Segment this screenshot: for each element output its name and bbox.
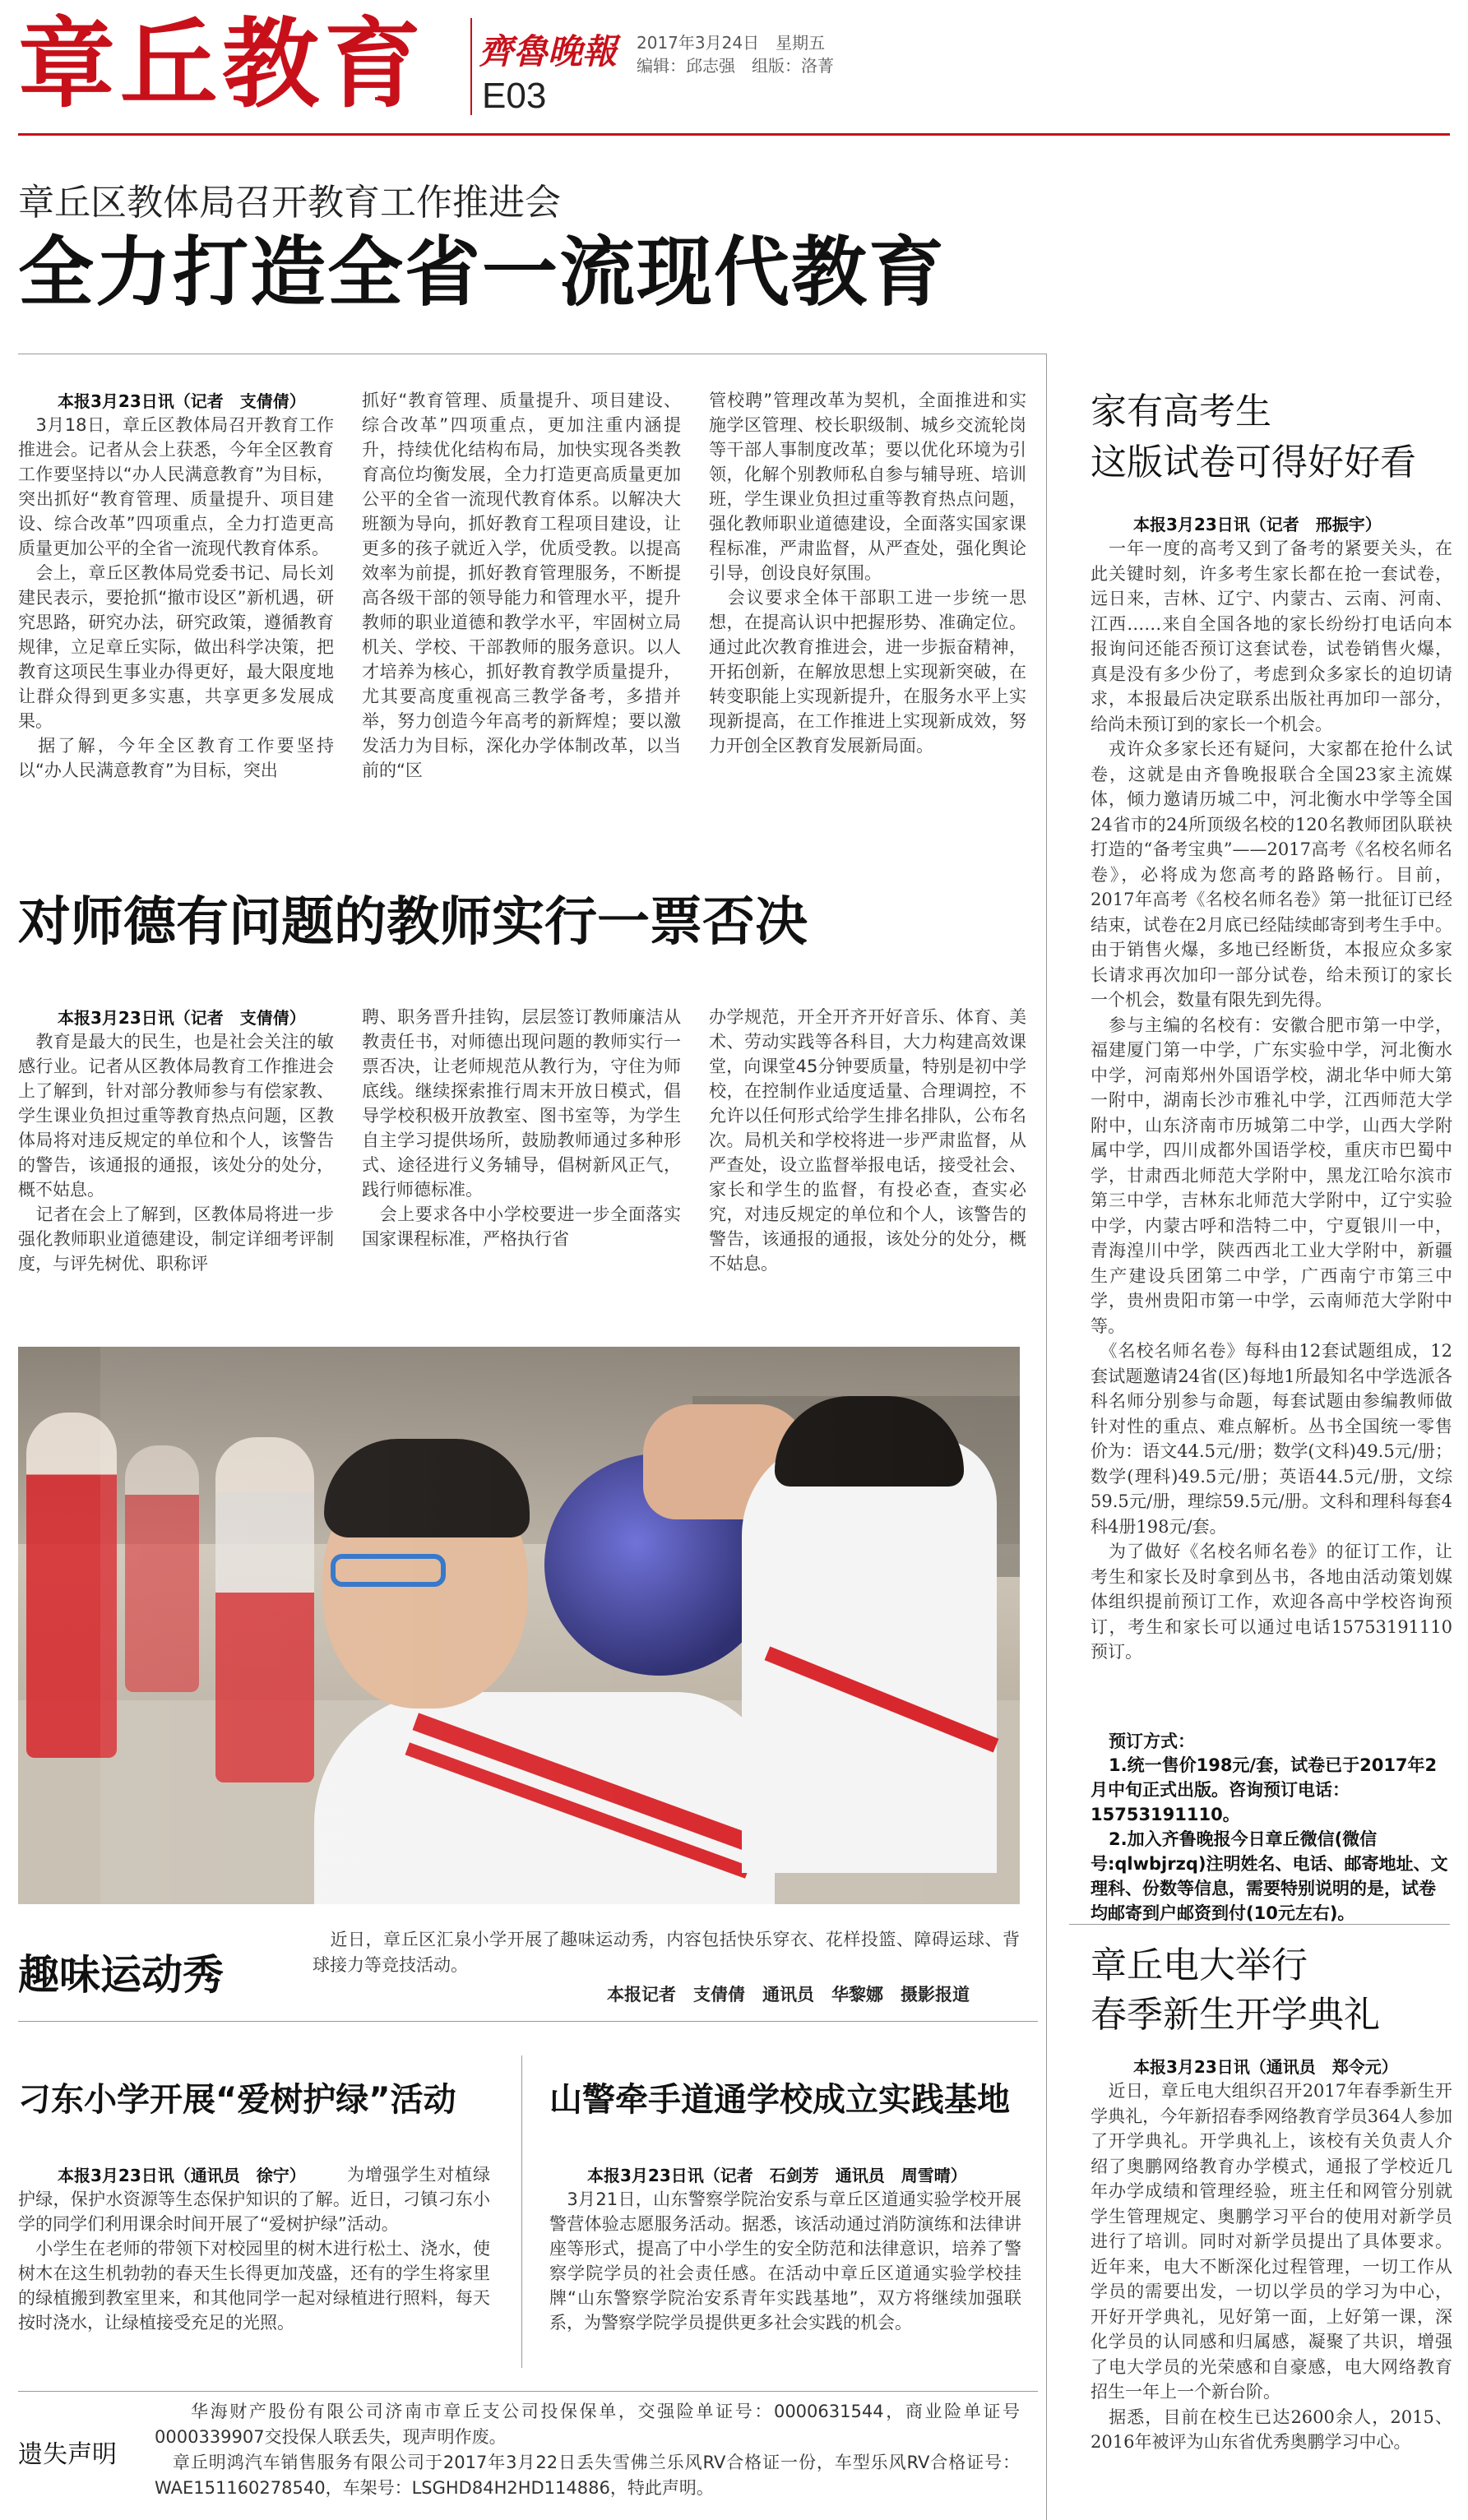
lead-kicker: 章丘区教体局召开教育工作推进会	[18, 182, 561, 224]
exam-headline-line2: 这版试卷可得好好看	[1091, 442, 1416, 483]
editors-line: 编辑：邱志强 组版：洛菁	[637, 56, 834, 76]
police-body: 3月21日，山东警察学院治安系与章丘区道通实验学校开展警营体验志愿服务活动。据悉，该活动通过消防演练和法律讲座等形式，提高了中小学生的安全防范和法律意识，培养了警察学院学员的社会责任感。在活动中章丘区道通实验学校挂牌“山东警察学院治安系青年实践基地”，双方将继续加强联系，为警察学院学员提供更多社会实践的机会。	[549, 2189, 1021, 2333]
lost-notice-text: 华海财产股份有限公司济南市章丘支公司投保保单，交强险单证号：0000631544，商业险单证号0000339907交投保人联丢失，现声明作废。 章丘明鸿汽车销售服务有限公司于2017年3月22日丢失雪佛兰乐风RV合格证一份，车型乐风RV合格证号：WAE151160278540，车架号：LSGHD84H2HD114886，特此声明。	[155, 2402, 1020, 2498]
photo-overlay	[100, 1347, 1020, 1904]
sports-credit: 本报记者 支倩倩 通讯员 华黎娜 摄影报道	[607, 1985, 970, 2004]
ethics-headline: 对师德有问题的教师实行一票否决	[18, 892, 808, 953]
tree-body: 为增强学生对植绿护绿，保护水资源等生态保护知识的了解。近日，刁镇刁东小学的同学们利用课余时间开展了“爱树护绿”活动。 小学生在老师的带领下对校园里的树木进行松土、浇水，使树木在这生机勃勃的春天生长得更加茂盛，还有的学生将家里的绿植搬到教室里来，和其他同学一起对绿植进行照料，每天按时浇水，让绿植接受充足的光照。	[18, 2165, 490, 2333]
masthead-title: 章丘教育	[18, 7, 427, 121]
story-divider	[521, 2055, 522, 2368]
tree-headline: 刁东小学开展“爱树护绿”活动	[18, 2081, 456, 2119]
lead-column-1: 3月18日，章丘区教体局召开教育工作推进会。记者从会上获悉，今年全区教育工作要坚持以“办人民满意教育”为目标，突出抓好“教育管理、质量提升、项目建设、综合改革”四项重点，全力打造更高质量更加公平的全省一流现代教育体系。 会上，章丘区教体局党委书记、局长刘建民表示，要抢抓“撤市设区”新机遇，研究思路，研究办法，研究政策，遵循教育规律，立足章丘实际，做出科学决策，把教育这项民生事业办得更好，最大限度地让群众得到更多实惠，共享更多发展成果。 据了解，今年全区教育工作要坚持以“办人民满意教育”为目标，突出	[18, 415, 334, 780]
ethics-column-3: 办学规范，开全开齐开好音乐、体育、美术、劳动实践等各科目，大力构建高效课堂，向课堂45分钟要质量，特别是初中学校，在控制作业适度适量、合理调控，不允许以任何形式给学生排名排队，公布名次。局机关和学校将进一步严肃监督，从严查处，设立监督举报电话，接受社会、家长和学生的监督，有投必查，查实必究，对违反规定的单位和个人，该警告的警告，该通报的通报，该处分的处分，概不姑息。	[709, 1007, 1026, 1274]
ethics-byline: 本报3月23日讯（记者 支倩倩）	[58, 1008, 306, 1028]
police-byline: 本报3月23日讯（记者 石剑芳 通讯员 周雪晴）	[587, 2166, 967, 2185]
sports-caption: 近日，章丘区汇泉小学开展了趣味运动秀，内容包括快乐穿衣、花样投篮、障碍运球、背球接力等竞技活动。	[313, 1930, 1020, 1975]
tvu-headline-line1: 章丘电大举行	[1091, 1944, 1308, 1986]
exam-order-title: 预订方式：	[1109, 1732, 1195, 1751]
tvu-body: 近日，章丘电大组织召开2017年春季新生开学典礼，今年新招春季网络教育学员364人参加了开学典礼。开学典礼上，该校有关负责人介绍了奥鹏网络教育办学模式，通报了学校近几年办学成绩和管理经验，班主任和网管分别就学生管理规定、奥鹏学习平台的使用对新学员进行了培训。同时对新学员提出了具体要求。近年来，电大不断深化过程管理，一切工作从学员的需要出发，一切以学员的学习为中心，开好开学典礼，见好第一面，上好第一课，深化学员的认同感和归属感，凝聚了共识，增强了电大学员的光荣感和自豪感，电大网络教育招生一年上一个新台阶。 据悉，目前在校生已达2600余人，2015、2016年被评为山东省优秀奥鹏学习中心。	[1091, 2081, 1452, 2452]
ethics-column-2: 聘、职务晋升挂钩，层层签订教师廉洁从教责任书，对师德出现问题的教师实行一票否决，让老师规范从教行为，守住为师底线。继续探索推行周末开放日模式，倡导学校积极开放教室、图书室等，为学生自主学习提供场所，鼓励教师通过多种形式、途径进行义务辅导，倡树新风正气，践行师德标准。 会上要求各中小学校要进一步全面落实国家课程标准，严格执行省	[362, 1007, 681, 1249]
lead-headline: 全力打造全省一流现代教育	[18, 229, 947, 317]
lead-column-3: 管校聘”管理改革为契机，全面推进和实施学区管理、校长职级制、城乡交流轮岗等干部人事制度改革；要以优化环境为引领，化解个别教师私自参与辅导班、培训班，学生课业负担过重等教育热点问题，强化教师职业道德建设，全面落实国家课程标准，严肃监督，从严查处，强化舆论引导，创设良好氛围。 会议要求全体干部职工进一步统一思想，在提高认识中把握形势、准确定位。通过此次教育推进会，进一步振奋精神，开拓创新，在解放思想上实现新突破，在转变职能上实现新提升，在服务水平上实现新提高，在工作推进上实现新成效，努力开创全区教育发展新局面。	[709, 391, 1026, 756]
tvu-byline: 本报3月23日讯（通讯员 郑令元）	[1133, 2057, 1398, 2077]
tree-byline: 本报3月23日讯（通讯员 徐宁）	[58, 2166, 306, 2185]
sports-rule	[18, 2021, 1038, 2022]
masthead-divider	[470, 18, 472, 115]
exam-rule	[1069, 1924, 1450, 1925]
lost-notice-label: 遗失声明	[18, 2440, 117, 2469]
tvu-headline-line2: 春季新生开学典礼	[1091, 1994, 1380, 2036]
masthead-rule	[18, 133, 1450, 136]
page-number: E03	[482, 76, 547, 116]
exam-headline-line1: 家有高考生	[1091, 391, 1271, 432]
lead-column-2: 抓好“教育管理、质量提升、项目建设、综合改革”四项重点，更加注重内涵提升，持续优化结构布局，加快实现各类教育高位均衡发展，全力打造更高质量更加公平的全省一流现代教育体系。以解决大班额为导向，抓好教育工程项目建设，让更多的孩子就近入学，优质受教。以提高效率为前提，抓好教育管理服务，不断提高各级干部的领导能力和管理水平，提升教师的职业道德和教学水平，牢固树立局机关、学校、干部教师的服务意识。以人才培养为核心，抓好教育教学质量提升，尤其要高度重视高三教学备考，多措并举，努力创造今年高考的新辉煌；要以激发活力为目标，深化办学体制改革，以当前的“区	[362, 391, 681, 780]
police-headline: 山警牵手道通学校成立实践基地	[549, 2081, 1010, 2119]
sports-title: 趣味运动秀	[18, 1951, 224, 1999]
issue-date: 2017年3月24日 星期五	[637, 33, 826, 53]
exam-order-2: 2.加入齐鲁晚报今日章丘微信(微信号:qlwbjrzq)注明姓名、电话、邮寄地址、文理科、份数等信息，需要特别说明的是，试卷均邮寄到户邮资到付(10元左右)。	[1091, 1829, 1448, 1923]
ethics-column-1: 教育是最大的民生，也是社会关注的敏感行业。记者从区教体局教育工作推进会上了解到，针对部分教师参与有偿家教、学生课业负担过重等教育热点问题，区教体局将对违反规定的单位和个人，该警告的警告，该通报的通报，该处分的处分，概不姑息。 记者在会上了解到，区教体局将进一步强化教师职业道德建设，制定详细考评制度，与评先树优、职称评	[18, 1032, 334, 1274]
exam-byline: 本报3月23日讯（记者 邢振宇）	[1133, 515, 1382, 534]
sports-photo	[18, 1347, 1020, 1904]
lead-byline: 本报3月23日讯（记者 支倩倩）	[58, 391, 306, 411]
lost-rule	[18, 2391, 1038, 2392]
exam-body: 一年一度的高考又到了备考的紧要关头，在此关键时刻，许多考生家长都在抢一套试卷，远日来，吉林、辽宁、内蒙古、云南、河南、江西……来自全国各地的家长纷纷打电话向本报询问还能否预订这套试卷，试卷销售火爆，真是没有多少份了，考虑到众多家长的迫切请求，本报最后决定联系出版社再加印一部分，给尚未预订到的家长一个机会。 戎许众多家长还有疑问，大家都在抢什么试卷，这就是由齐鲁晚报联合全国23家主流媒体，倾力邀请历城二中，河北衡水中学等全国24省市的24所顶级名校的120名教师团队联袂打造的“备考宝典”——2017高考《名校名师名卷》，必将成为您高考的路路畅行。目前，2017年高考《名校名师名卷》第一批征订已经结束，试卷在2月底已经陆续邮寄到考生手中。由于销售火爆，多地已经断货，本报应众多家长请求再次加印一部分试卷，给未预订的家长一个机会，数量有限先到先得。 参与主编的名校有：安徽合肥市第一中学，福建厦门第一中学，广东实验中学，河北衡水中学，河南郑州外国语学校，湖北华中师大第一附中，湖南长沙市雅礼中学，江西师范大学附中，山东济南市历城第二中学，山西大学附属中学，四川成都外国语学校，重庆市巴蜀中学，甘肃西北师范大学附中，黑龙江哈尔滨市第三中学，吉林东北师范大学附中，辽宁实验中学，内蒙古呼和浩特二中，宁夏银川一中，青海湟川中学，陕西西北工业大学附中，新疆生产建设兵团第二中学，广西南宁市第三中学，贵州贵阳市第一中学，云南师范大学附中等。 《名校名师名卷》每科由12套试题组成，12套试题邀请24省(区)每地1所最知名中学选派各科名师分别参与命题，每套试题由参编教师做针对性的重点、难点解析。丛书全国统一零售价为：语文44.5元/册；数学(文科)49.5元/册；数学(理科)49.5元/册；英语44.5元/册，文综59.5元/册，理综59.5元/册。文科和理科每套4科4册198元/套。 为了做好《名校名师名卷》的征订工作，让考生和家长及时拿到丛书，各地由活动策划媒体组织提前预订工作，欢迎各高中学校咨询预订，考生和家长可以通过电话15753191110预订。	[1091, 539, 1452, 1662]
exam-order-1: 1.统一售价198元/套，试卷已于2017年2月中旬正式出版。咨询预订电话：15753191110。	[1091, 1755, 1438, 1824]
vertical-column-rule	[1046, 354, 1047, 2520]
newspaper-brand-logo: 齊魯晚報	[479, 31, 618, 72]
